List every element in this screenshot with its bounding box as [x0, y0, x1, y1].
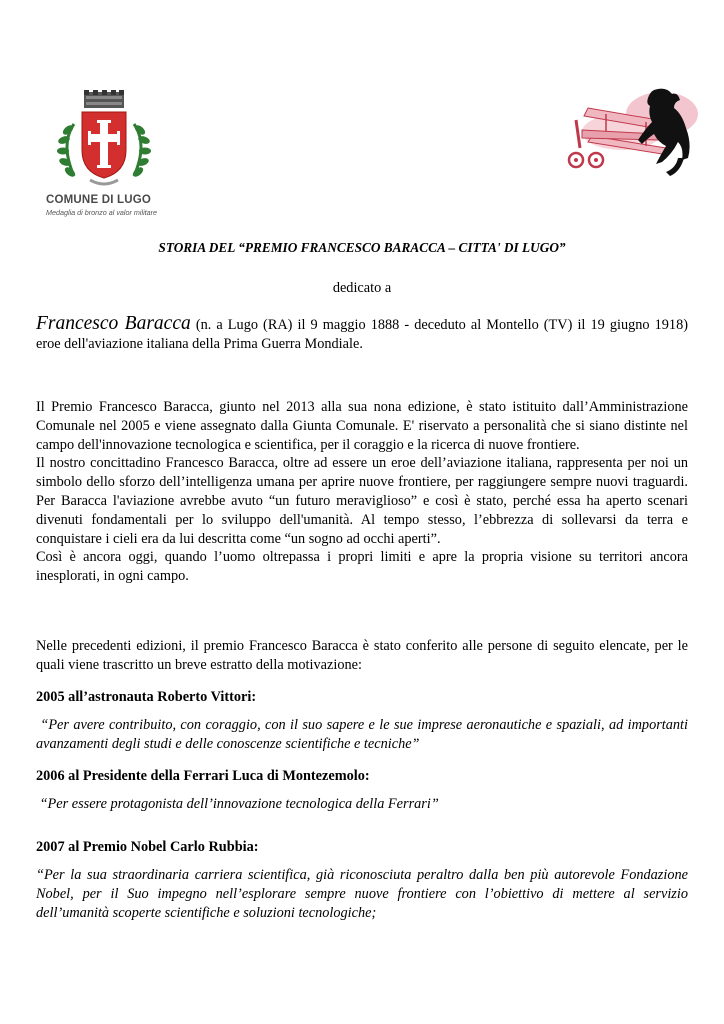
award-quote-2007: “Per la sua straordinaria carriera scientifica, già riconosciuta peraltro dalla ben più autorevole Fondazione Nobel, per il Suo impegno nell’esplorare sempre nuove frontiere con l’obiettivo di mettere al servizio dell’umanità scoperte scientifiche e soluzioni tecnologiche;: [36, 867, 688, 921]
honoree-details: (n. a Lugo (RA) il 9 maggio 1888 - deceduto al Montello (TV) il 19 giugno 1918) eroe dell'aviazione italiana della Prima Guerra Mondiale.: [36, 317, 688, 352]
comune-di-lugo-logo: [34, 84, 172, 222]
prancing-horse-biplane-logo: [562, 84, 700, 184]
logo-title: COMUNE DI LUGO: [46, 194, 152, 206]
logo-subtitle: Medaglia di bronzo al valor militare: [46, 208, 158, 217]
history-text: [36, 398, 688, 586]
award-heading-2007: 2007 al Premio Nobel Carlo Rubbia:: [36, 839, 259, 855]
paragraph: Il Premio Francesco Baracca, giunto nel 2013 alla sua nona edizione, è stato istituito dall’Amministrazione Comunale nel 2005 e viene assegnato dalla Giunta Comunale. E' riservato a personalità che si siano distinte nel campo dell'innovazione tecnologica e scientifica, per il coraggio e la ricerca di nuove frontiere.: [36, 399, 688, 453]
intro-paragraph: [36, 314, 688, 354]
paragraph: Così è ancora oggi, quando l’uomo oltrepassa i propri limiti e apre la propria visione su territori ancora inesplorati, in ogni campo.: [36, 549, 688, 585]
document-title: STORIA DEL “PREMIO FRANCESCO BARACCA – CITTA' DI LUGO”: [158, 240, 566, 255]
paragraph: Il nostro concittadino Francesco Baracca, oltre ad essere un eroe dell’aviazione italiana, rappresenta per noi un simbolo dello sforzo dell’intelligenza umana per aprire nuove frontiere, per raggiungere sempre nuovi traguardi. Per Baracca l'aviazione avrebbe avuto “un futuro meraviglioso” e così è stato, perché essa ha aperto scenari divenuti fondamentali per lo sviluppo dell'umanità. Al tempo stesso, l’ebbrezza di sollevarsi da terra e conquistare i cieli era da lui descritta come “un sogno ad occhi aperti”.: [36, 455, 688, 547]
award-quote-2005: “Per avere contribuito, con coraggio, con il suo sapere e le sue imprese aeronautiche e spaziali, ad importanti avanzamenti degli studi e delle conoscenze scientifiche e tecniche”: [36, 717, 688, 752]
dedicated-to: dedicato a: [332, 280, 392, 296]
award-heading-2005: 2005 all’astronauta Roberto Vittori:: [36, 689, 257, 705]
award-quote-2006: “Per essere protagonista dell’innovazione tecnologica della Ferrari”: [36, 796, 439, 812]
award-heading-2006: 2006 al Presidente della Ferrari Luca di Montezemolo:: [36, 768, 370, 784]
honoree-name: Francesco Baracca: [36, 313, 191, 334]
previous-editions-text: Nelle precedenti edizioni, il premio Francesco Baracca è stato conferito alle persone di seguito elencate, per le quali viene trascritto un breve estratto della motivazione:: [36, 638, 688, 673]
coat-of-arms-icon: [34, 84, 172, 192]
prancing-horse-biplane-icon: [562, 84, 700, 184]
